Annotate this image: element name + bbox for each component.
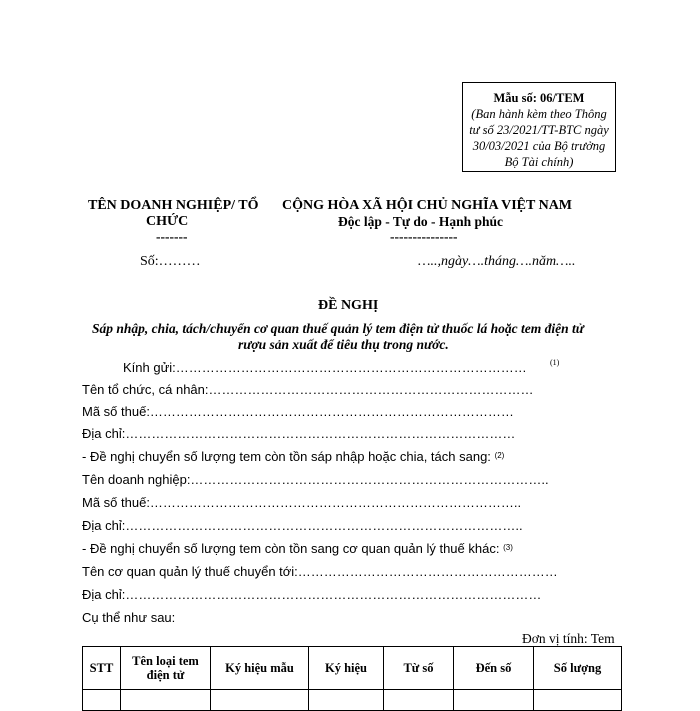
table-cell bbox=[454, 690, 534, 711]
national-motto: Độc lập - Tự do - Hạnh phúc bbox=[338, 214, 504, 229]
table-cell bbox=[211, 690, 309, 711]
tax-code-field: Mã số thuế:………………………………………………………………………… bbox=[82, 404, 514, 419]
form-note-line: (Ban hành kèm theo Thông bbox=[471, 107, 607, 121]
recipient-footnote-ref: (1) bbox=[550, 358, 560, 367]
tax-code-field-2: Mã số thuế:………………………………………………………………………….. bbox=[82, 495, 522, 510]
document-subtitle-line2: rượu sản xuất để tiêu thụ trong nước. bbox=[238, 337, 449, 352]
table-row bbox=[83, 690, 622, 711]
table-header-cell: Ký hiệu mẫu bbox=[211, 647, 309, 690]
address-field-3: Địa chỉ:…………………………………………………………………………………… bbox=[82, 587, 542, 602]
table-header-cell: STT bbox=[83, 647, 121, 690]
motto-divider: --------------- bbox=[390, 229, 458, 244]
document-subtitle-line1: Sáp nhập, chia, tách/chuyển cơ quan thuế quản lý tem điện tử thuốc lá hoặc tem điện tử bbox=[92, 321, 584, 336]
form-note-line: 30/03/2021 của Bộ trưởng bbox=[472, 139, 606, 153]
table-cell bbox=[534, 690, 622, 711]
merge-request-line bbox=[82, 449, 504, 464]
country-name: CỘNG HÒA XÃ HỘI CHỦ NGHĨA VIỆT NAM bbox=[282, 198, 573, 213]
unit-label: Đơn vị tính: Tem bbox=[522, 631, 615, 646]
table-cell bbox=[121, 690, 211, 711]
details-label: Cụ thể như sau: bbox=[82, 610, 176, 625]
document-title: ĐỀ NGHỊ bbox=[318, 298, 379, 313]
org-name-line2: CHỨC bbox=[146, 214, 189, 229]
table-cell bbox=[309, 690, 384, 711]
transfer-request-text: - Đề nghị chuyển số lượng tem còn tồn sang cơ quan quản lý thuế khác: bbox=[82, 541, 500, 556]
table-header-cell: Ký hiệu bbox=[309, 647, 384, 690]
merge-footnote-ref: (2) bbox=[494, 451, 505, 460]
stamp-table bbox=[82, 646, 622, 711]
form-note-line: tư số 23/2021/TT-BTC ngày bbox=[469, 123, 609, 137]
document-number: Số:……… bbox=[140, 254, 201, 269]
table-header-cell: Từ số bbox=[384, 647, 454, 690]
table-header-cell: Tên loại tem điện tử bbox=[121, 647, 211, 690]
transfer-footnote-ref: (3) bbox=[503, 543, 513, 552]
form-note-line: Bộ Tài chính) bbox=[504, 155, 574, 169]
org-divider: ------- bbox=[156, 229, 188, 244]
address-field-2: Địa chỉ:……………………………………………………………………………….. bbox=[82, 518, 523, 533]
table-cell bbox=[83, 690, 121, 711]
document-date: …..,ngày….tháng….năm….. bbox=[418, 254, 576, 269]
table-header-cell: Số lượng bbox=[534, 647, 622, 690]
form-code: Mẫu số: 06/TEM bbox=[493, 91, 585, 105]
recipient-field: Kính gửi:……………………………………………………………………… bbox=[123, 360, 527, 375]
enterprise-name-field: Tên doanh nghiệp:……………………………………………………………………….. bbox=[82, 472, 549, 487]
table-header-row bbox=[83, 647, 622, 690]
form-code-box bbox=[462, 82, 616, 172]
address-field: Địa chỉ:……………………………………………………………………………… bbox=[82, 426, 516, 441]
tax-authority-field: Tên cơ quan quản lý thuế chuyển tới:…………………………………………………… bbox=[82, 564, 558, 579]
table-header-cell: Đến số bbox=[454, 647, 534, 690]
merge-request-text: - Đề nghị chuyển số lượng tem còn tồn sáp nhập hoặc chia, tách sang: bbox=[82, 449, 491, 464]
org-name-field: Tên tổ chức, cá nhân:………………………………………………………………… bbox=[82, 382, 534, 397]
org-name-line1: TÊN DOANH NGHIỆP/ TỔ bbox=[88, 198, 259, 213]
table-cell bbox=[384, 690, 454, 711]
transfer-request-line bbox=[82, 541, 513, 556]
